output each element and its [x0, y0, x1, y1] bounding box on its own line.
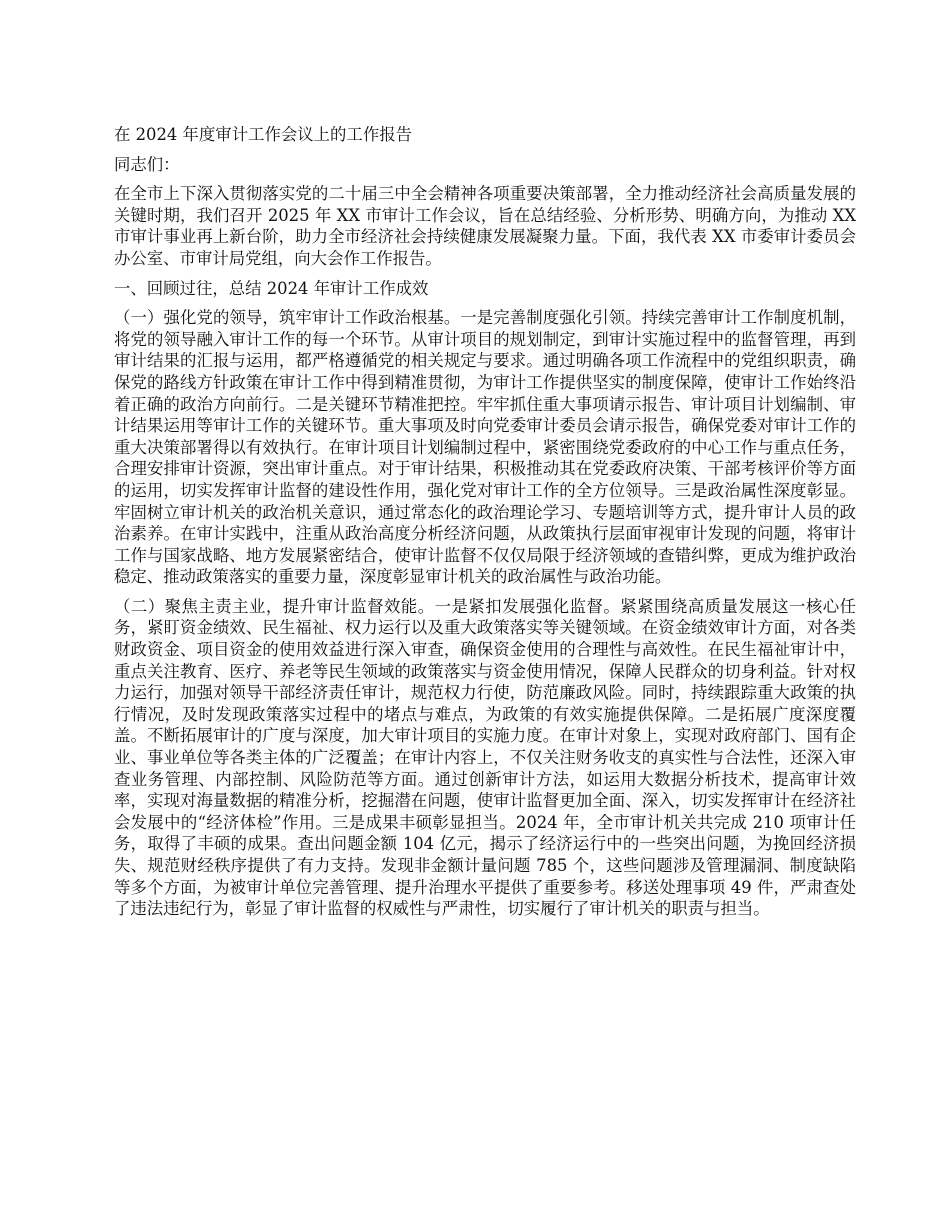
section-heading: 一、回顾过往，总结 2024 年审计工作成效 [114, 278, 429, 298]
document-body [114, 124, 856, 920]
document-title: 在 2024 年度审计工作会议上的工作报告 [114, 125, 412, 144]
paragraph-party-leadership: （一）强化党的领导，筑牢审计工作政治根基。一是完善制度强化引领。持续完善审计工作制度机制，将党的领导融入审计工作的每一个环节。从审计项目的规划制定，到审计实施过程中的监督管理，再到审计结果的汇报与运用，都严格遵循党的相关规定与要求。通过明确各项工作流程中的党组织职责，确保党的路线方针政策在审计工作中得到精准贯彻，为审计工作提供坚实的制度保障，使审计工作始终沿着正确的政治方向前行。二是关键环节精准把控。牢牢抓住重大事项请示报告、审计项目计划编制、审计结果运用等审计工作的关键环节。重大事项及时向党委审计委员会请示报告，确保党委对审计工作的重大决策部署得以有效执行。在审计项目计划编制过程中，紧密围绕党委政府的中心工作与重点任务，合理安排审计资源，突出审计重点。对于审计结果，积极推动其在党委政府决策、干部考核评价等方面的运用，切实发挥审计监督的建设性作用，强化党对审计工作的全方位领导。三是政治属性深度彰显。牢固树立审计机关的政治机关意识，通过常态化的政治理论学习、专题培训等方式，提升审计人员的政治素养。在审计实践中，注重从政治高度分析经济问题，从政策执行层面审视审计发现的问题，将审计工作与国家战略、地方发展紧密结合，使审计监督不仅仅局限于经济领域的查错纠弊，更成为维护政治稳定、推动政策落实的重要力量，深度彰显审计机关的政治属性与政治功能。 [114, 308, 856, 587]
paragraph-audit-supervision: （二）聚焦主责主业，提升审计监督效能。一是紧扣发展强化监督。紧紧围绕高质量发展这一核心任务，紧盯资金绩效、民生福祉、权力运行以及重大政策落实等关键领域。在资金绩效审计方面，对各类财政资金、项目资金的使用效益进行深入审查，确保资金使用的合理性与高效性。在民生福祉审计中，重点关注教育、医疗、养老等民生领域的政策落实与资金使用情况，保障人民群众的切身利益。针对权力运行，加强对领导干部经济责任审计，规范权力行使，防范廉政风险。同时，持续跟踪重大政策的执行情况，及时发现政策落实过程中的堵点与难点，为政策的有效实施提供保障。二是拓展广度深度覆盖。不断拓展审计的广度与深度，加大审计项目的实施力度。在审计对象上，实现对政府部门、国有企业、事业单位等各类主体的广泛覆盖；在审计内容上，不仅关注财务收支的真实性与合法性，还深入审查业务管理、内部控制、风险防范等方面。通过创新审计方法，如运用大数据分析技术，提高审计效率，实现对海量数据的精准分析，挖掘潜在问题，使审计监督更加全面、深入，切实发挥审计在经济社会发展中的“经济体检”作用。三是成果丰硕彰显担当。2024 年，全市审计机关共完成 210 项审计任务，取得了丰硕的成果。查出问题金额 104 亿元，揭示了经济运行中的一些突出问题，为挽回经济损失、规范财经秩序提供了有力支持。发现非金额计量问题 785 个，这些问题涉及管理漏洞、制度缺陷等多个方面，为被审计单位完善管理、提升治理水平提供了重要参考。移送处理事项 49 件，严肃查处了违法违纪行为，彰显了审计监督的权威性与严肃性，切实履行了审计机关的职责与担当。 [114, 596, 856, 919]
intro-paragraph: 在全市上下深入贯彻落实党的二十届三中全会精神各项重要决策部署，全力推动经济社会高质量发展的关键时期，我们召开 2025 年 XX 市审计工作会议，旨在总结经验、分析形势、明确方向，为推动 XX 市审计事业再上新台阶，助力全市经济社会持续健康发展凝聚力量。下面，我代表 XX 市委审计委员会办公室、市审计局党组，向大会作工作报告。 [114, 184, 856, 268]
greeting: 同志们： [114, 154, 180, 174]
